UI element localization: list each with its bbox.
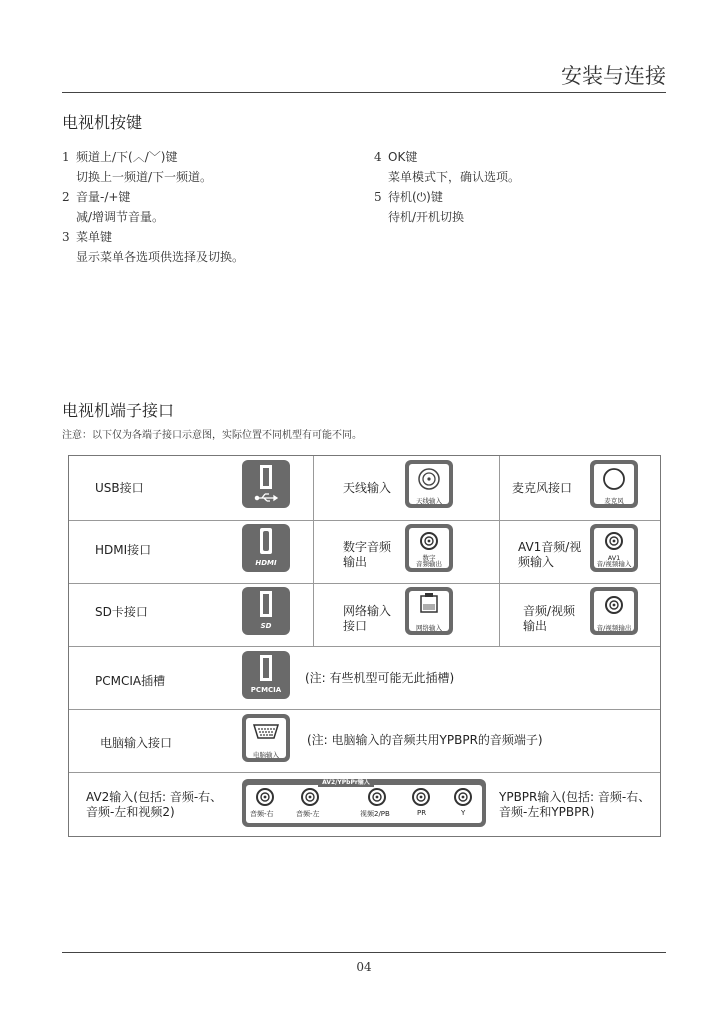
list-item: 1 频道上/下(︿/﹀)键 xyxy=(62,150,178,164)
list-item: 2 音量-/+键 xyxy=(62,190,131,204)
hdmi-label: HDMI接口 xyxy=(95,543,152,557)
list-item-desc: 切换上一频道/下一频道。 xyxy=(76,170,213,184)
network-caption: 网络输入 xyxy=(416,624,442,632)
usb-label: USB接口 xyxy=(95,481,144,495)
list-item-desc: 减/增调节音量。 xyxy=(76,210,165,224)
list-item-desc: 显示菜单各选项供选择及切换。 xyxy=(76,250,245,264)
mic-port-icon xyxy=(590,460,638,508)
jack-label: 音频-右 xyxy=(250,810,274,818)
section-title-ports: 电视机端子接口 xyxy=(62,401,175,420)
antenna-caption: 天线输入 xyxy=(416,497,442,505)
footer-divider xyxy=(62,952,666,953)
av1-port-icon: AV1 音/视频输入 xyxy=(590,524,638,572)
jack-label: Y xyxy=(461,809,466,817)
av-out-port-icon xyxy=(590,587,638,635)
list-item: 3 菜单键 xyxy=(62,230,113,244)
antenna-label: 天线输入 xyxy=(343,481,392,495)
av2-panel-title: AV2/YPbPr输入 xyxy=(318,779,374,787)
av2-ypbpr-panel xyxy=(242,779,486,827)
mic-label: 麦克风接口 xyxy=(512,481,573,495)
pcmcia-note: (注: 有些机型可能无此插槽) xyxy=(305,671,455,685)
sd-label: SD卡接口 xyxy=(95,605,148,619)
page-header-title: 安装与连接 xyxy=(561,64,666,88)
pc-port-icon xyxy=(242,714,290,762)
usb-port-icon xyxy=(242,460,290,508)
pc-caption: 电脑输入 xyxy=(253,751,279,759)
av-out-label: 音频/视频 输出 xyxy=(523,604,576,633)
jack-label: PR xyxy=(417,809,427,817)
pcmcia-label: PCMCIA插槽 xyxy=(95,674,166,688)
header-divider xyxy=(62,92,666,93)
pc-label: 电脑输入接口 xyxy=(100,736,173,750)
jack-label: 音频-左 xyxy=(296,810,320,818)
hdmi-port-icon xyxy=(242,524,290,572)
buttons-list-right xyxy=(374,147,520,227)
ypbpr-label: YPBPR输入(包括: 音频-右、 音频-左和YPBPR) xyxy=(499,790,651,819)
list-item-desc: 菜单模式下，确认选项。 xyxy=(388,170,521,184)
pcmcia-caption: PCMCIA xyxy=(250,686,282,694)
sd-port-icon xyxy=(242,587,290,635)
list-item-desc: 待机/开机切换 xyxy=(388,210,465,224)
ports-note: 注意：以下仅为各端子接口示意图，实际位置不同机型有可能不同。 xyxy=(62,430,362,441)
digital-audio-port-icon: 数字 音频输出 xyxy=(405,524,453,572)
network-port-icon xyxy=(405,587,453,635)
sd-caption: SD xyxy=(260,622,272,630)
jack-label: 视频2/PB xyxy=(360,810,390,818)
section-title-buttons: 电视机按键 xyxy=(62,113,143,132)
network-label: 网络输入 接口 xyxy=(343,604,392,633)
pc-note: (注: 电脑输入的音频共用YPBPR的音频端子) xyxy=(307,733,543,747)
pcmcia-port-icon xyxy=(242,651,290,699)
page-number: 04 xyxy=(356,960,372,974)
list-item: 4 OK键 xyxy=(374,150,418,164)
digital-audio-label: 数字音频 输出 xyxy=(343,540,392,569)
av1-label: AV1音频/视 频输入 xyxy=(518,540,582,569)
av2-label: AV2输入(包括: 音频-右、 音频-左和视频2) xyxy=(86,790,223,819)
antenna-port-icon xyxy=(405,460,453,508)
list-item: 5 待机(⏻)键 xyxy=(374,190,443,204)
hdmi-caption: HDMI xyxy=(255,559,277,567)
av-out-caption: 音/视频输出 xyxy=(596,624,632,632)
mic-caption: 麦克风 xyxy=(604,497,624,505)
buttons-list-left xyxy=(62,147,244,267)
